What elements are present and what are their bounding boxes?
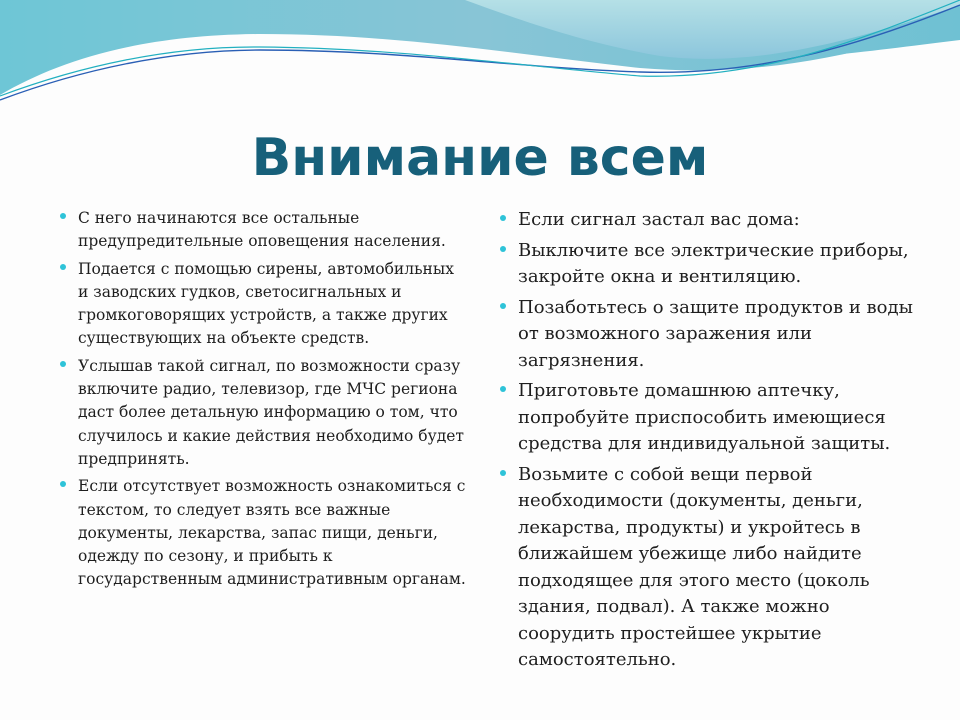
bullet-icon	[60, 481, 66, 487]
list-item	[496, 238, 916, 291]
list-item-text: Приготовьте домашнюю аптечку, попробуйте приспособить имеющиеся средства для индивидуальной защиты.	[518, 380, 891, 454]
list-item	[56, 258, 468, 351]
bullet-icon	[60, 361, 66, 367]
list-item	[56, 207, 468, 254]
right-bullet-list	[496, 207, 916, 678]
slide-title: Внимание всем	[251, 128, 709, 188]
list-item	[496, 207, 916, 234]
left-bullet-list	[56, 207, 468, 596]
list-item-text: Позаботьтесь о защите продуктов и воды от возможного заражения или загрязнения.	[518, 296, 913, 371]
bullet-icon	[500, 470, 506, 476]
list-item	[56, 475, 468, 591]
bullet-icon	[60, 213, 66, 219]
list-item	[496, 295, 916, 375]
decorative-wave-banner	[0, 0, 960, 120]
list-item	[496, 378, 916, 458]
list-item-text: Возьмите с собой вещи первой необходимости (документы, деньги, лекарства, продукты) и укройтесь в ближайшем убежище либо найдите подходящее для этого место (цоколь здания, подвал). А также можно соорудить простейшее укрытие самостоятельно.	[518, 463, 870, 670]
bullet-icon	[500, 246, 506, 252]
bullet-icon	[500, 215, 506, 221]
list-item-text: Если сигнал застал вас дома:	[518, 209, 800, 230]
list-item-text: Выключите все электрические приборы, закройте окна и вентиляцию.	[518, 239, 909, 287]
list-item-text: Услышав такой сигнал, по возможности сразу включите радио, телевизор, где МЧС региона даст более детальную информацию о том, что случилось и какие действия необходимо будет предпринять.	[78, 356, 464, 468]
bullet-icon	[60, 264, 66, 270]
list-item	[496, 462, 916, 674]
list-item-text: Если отсутствует возможность ознакомиться с текстом, то следует взять все важные документы, лекарства, запас пищи, деньги, одежду по сезону, и прибыть к государственным административным органам.	[78, 477, 466, 589]
bullet-icon	[500, 303, 506, 309]
list-item	[56, 355, 468, 471]
list-item-text: Подается с помощью сирены, автомобильных и заводских гудков, светосигнальных и громкоговорящих устройств, а также других существующих на объекте средств.	[78, 259, 454, 348]
bullet-icon	[500, 386, 506, 392]
list-item-text: С него начинаются все остальные предупредительные оповещения населения.	[78, 209, 446, 251]
